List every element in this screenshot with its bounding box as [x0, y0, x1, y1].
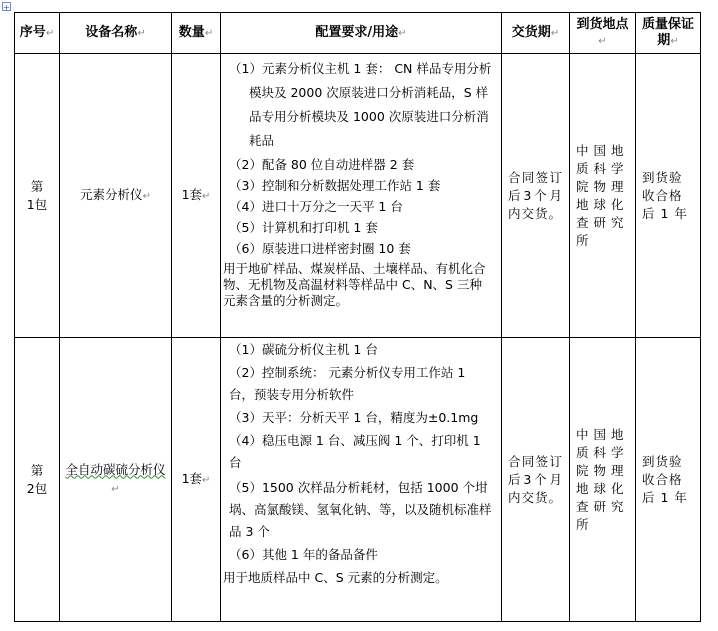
location-cell: 中国地质科学院物理地球化查研究所 — [570, 338, 636, 622]
req-note: 用于地质样品中 C、S 元素的分析测定。 — [223, 570, 448, 585]
table-row — [15, 54, 701, 338]
req-item: （1）元素分析仪主机 1 套： CN 样品专用分析模块及 2000 次原装进口分析消耗品，S 样品专用分析模块及 1000 次原装进口分析消耗品 — [229, 61, 492, 148]
req-item: （3）控制和分析数据处理工作站 1 套 — [229, 178, 441, 193]
header-delivery: 交货期↵ — [502, 13, 570, 54]
req-cell — [221, 338, 502, 622]
req-item: （4）稳压电源 1 台、减压阀 1 个、打印机 1 台 — [229, 433, 481, 470]
header-qty: 数量↵ — [172, 13, 221, 54]
procurement-table — [14, 12, 701, 622]
seq-cell: 第 2包 — [15, 338, 60, 622]
req-item: （2）配备 80 位自动进样器 2 套 — [229, 157, 415, 172]
table-row — [15, 338, 701, 622]
req-note: 用于地矿样品、煤炭样品、土壤样品、有机化合物、无机物及高温材料等样品中 C、N、S 三种元素含量的分析测定。 — [223, 261, 486, 308]
name-cell: 元素分析仪↵ — [60, 54, 172, 338]
header-name: 设备名称↵ — [60, 13, 172, 54]
req-item: （5）1500 次样品分析耗材，包括 1000 个坩埚、高氯酸镁、氢氧化钠、等，以及随机标准样品 3 个 — [229, 480, 492, 539]
delivery-cell: 合同签订后3个月内交货。 — [502, 338, 570, 622]
header-warranty: 质量保证期↵ — [636, 13, 701, 54]
move-anchor-icon[interactable]: + — [3, 3, 10, 12]
req-item: （1）碳硫分析仪主机 1 台 — [229, 342, 378, 357]
location-cell: 中国地质科学院物理地球化查研究所 — [570, 54, 636, 338]
qty-cell: 1套↵ — [172, 338, 221, 622]
req-cell — [221, 54, 502, 338]
req-item: （5）计算机和打印机 1 套 — [229, 220, 378, 235]
header-row — [15, 13, 701, 54]
req-item: （2）控制系统： 元素分析仪专用工作站 1 台，预装专用分析软件 — [229, 365, 466, 402]
header-seq: 序号↵ — [15, 13, 60, 54]
seq-cell: 第 1包 — [15, 54, 60, 338]
warranty-cell: 到货验收合格后 1 年 — [636, 54, 701, 338]
req-item: （4）进口十万分之一天平 1 台 — [229, 199, 403, 214]
warranty-cell: 到货验收合格后 1 年 — [636, 338, 701, 622]
name-cell: 全自动碳硫分析仪↵ — [60, 338, 172, 622]
req-item: （3）天平：分析天平 1 台，精度为±0.1mg — [229, 410, 479, 425]
req-item: （6）其他 1 年的备品备件 — [229, 547, 378, 562]
qty-cell: 1套↵ — [172, 54, 221, 338]
req-item: （6）原装进口进样密封圈 10 套 — [229, 241, 411, 256]
delivery-cell: 合同签订后3个月内交货。 — [502, 54, 570, 338]
header-req: 配置要求/用途↵ — [221, 13, 502, 54]
header-location: 到货地点↵ — [570, 13, 636, 54]
